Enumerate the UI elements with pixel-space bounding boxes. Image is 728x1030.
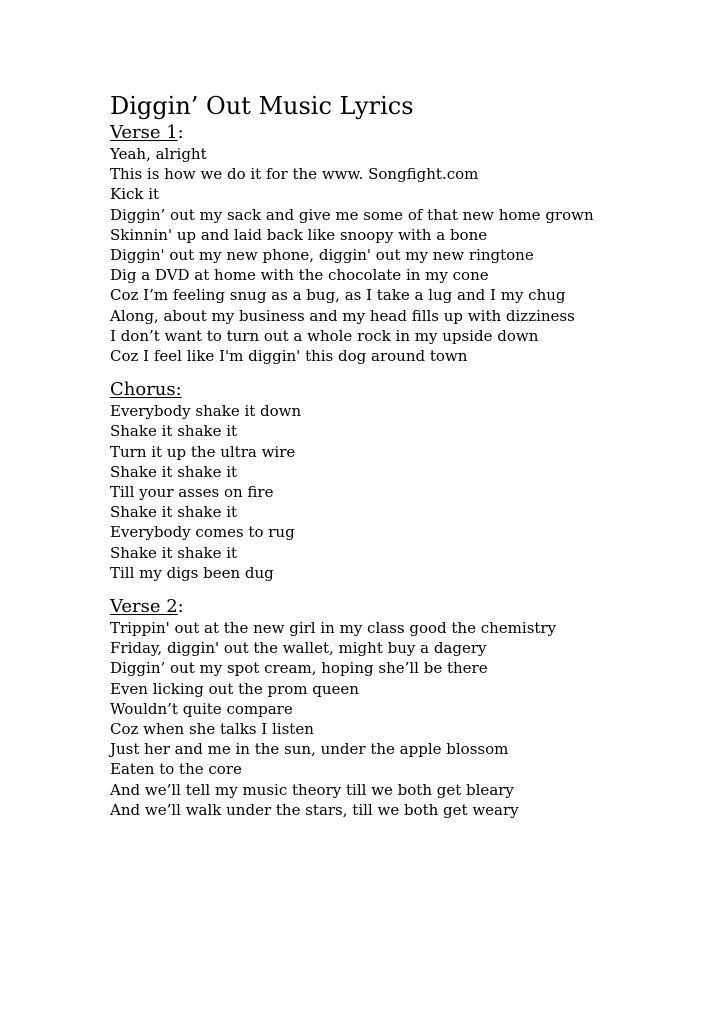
- chorus-lines: [110, 401, 710, 583]
- chorus-section: [110, 379, 710, 583]
- lyric-line: Friday, diggin' out the wallet, might buy a dagery: [110, 639, 487, 658]
- lyric-line: Shake it shake it: [110, 503, 238, 522]
- lyric-line: Kick it: [110, 185, 160, 204]
- verse-1-heading-colon: :: [177, 122, 184, 143]
- lyric-line: Even licking out the prom queen: [110, 679, 359, 698]
- verse-1-heading: [110, 122, 710, 144]
- lyric-line: Yeah, alright: [110, 145, 207, 163]
- lyric-line: And we’ll tell my music theory till we both get bleary: [110, 780, 514, 799]
- lyric-line: Coz I’m feeling snug as a bug, as I take a lug and I my chug: [110, 286, 566, 305]
- lyric-line: Dig a DVD at home with the chocolate in my cone: [110, 266, 489, 285]
- lyric-line: Till your asses on fire: [110, 483, 274, 502]
- lyric-line: Everybody comes to rug: [110, 523, 295, 542]
- lyric-line: I don’t want to turn out a whole rock in my upside down: [110, 326, 539, 345]
- lyric-line: Diggin’ out my sack and give me some of that new home grown: [110, 205, 594, 224]
- verse-2-heading: [110, 596, 710, 618]
- chorus-heading: [110, 379, 710, 401]
- lyric-line: And we’ll walk under the stars, till we both get weary: [110, 800, 519, 819]
- lyric-line: Shake it shake it: [110, 422, 238, 441]
- lyric-line: Coz when she talks I listen: [110, 720, 314, 739]
- verse-2-lines: [110, 618, 710, 820]
- lyric-line: Diggin’ out my spot cream, hoping she’ll be there: [110, 659, 488, 678]
- verse-1-heading-label: Verse 1: [110, 122, 178, 143]
- chorus-heading-label: Chorus:: [110, 379, 182, 401]
- lyric-line: Diggin' out my new phone, diggin' out my new ringtone: [110, 246, 534, 265]
- lyrics-document: [110, 90, 710, 820]
- lyric-line: Turn it up the ultra wire: [110, 442, 296, 461]
- lyric-line: Skinnin' up and laid back like snoopy with a bone: [110, 225, 488, 244]
- lyric-line: Along, about my business and my head fills up with dizziness: [110, 306, 575, 325]
- verse-2-section: [110, 596, 710, 820]
- verse-1-section: [110, 122, 710, 366]
- lyric-line: Coz I feel like I'm diggin' this dog around town: [110, 347, 468, 366]
- lyric-line: Trippin' out at the new girl in my class good the chemistry: [110, 619, 557, 638]
- lyric-line: Shake it shake it: [110, 462, 238, 481]
- lyric-line: Just her and me in the sun, under the apple blossom: [110, 740, 509, 759]
- lyric-line: Eaten to the core: [110, 760, 242, 779]
- lyric-line: Till my digs been dug: [110, 563, 274, 582]
- verse-2-heading-label: Verse 2: [110, 596, 178, 618]
- lyric-line: This is how we do it for the www. Songfight.com: [110, 165, 479, 184]
- lyric-line: Shake it shake it: [110, 543, 238, 562]
- verse-2-heading-colon: :: [177, 596, 184, 618]
- verse-1-lines: [110, 144, 710, 366]
- document-title: Diggin’ Out Music Lyrics: [110, 92, 414, 120]
- lyric-line: Wouldn’t quite compare: [110, 699, 293, 718]
- lyric-line: Everybody shake it down: [110, 402, 302, 421]
